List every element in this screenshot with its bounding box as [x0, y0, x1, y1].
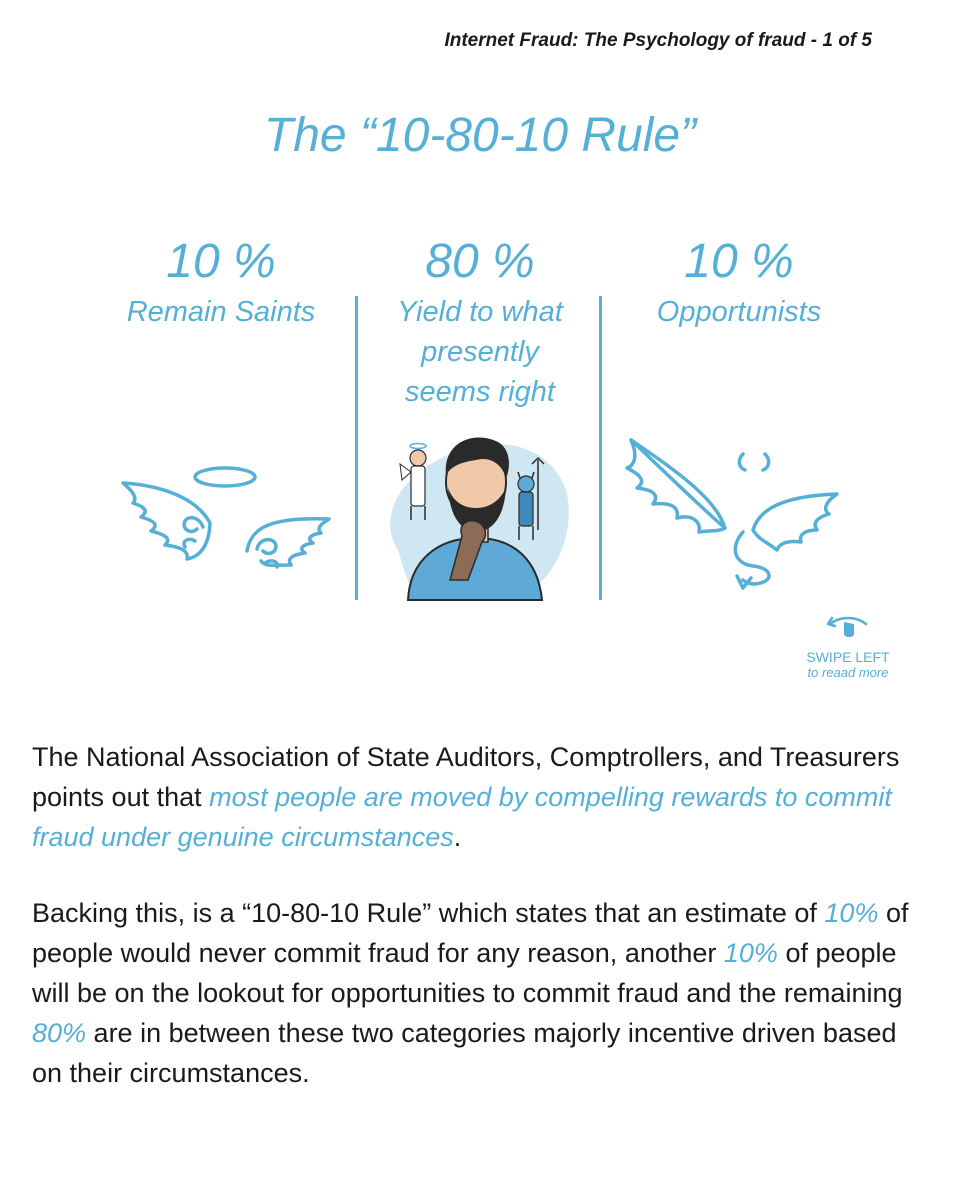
- highlight-10-percent-saints: 10%: [824, 898, 879, 928]
- label-saints: Remain Saints: [126, 296, 316, 328]
- paragraph-rule-part1: Backing this, is a “10-80-10 Rule” which states that an estimate of: [32, 898, 825, 928]
- paragraph-rule-part4: are in between these two categories majorly incentive driven based on their circumstances.: [32, 1018, 897, 1088]
- swipe-sublabel: to reaad more: [807, 665, 889, 680]
- swipe-hint: [788, 612, 908, 680]
- page-title: The “10-80-10 Rule”: [263, 109, 697, 162]
- page-header: Internet Fraud: The Psychology of fraud - 1 of 5: [444, 30, 872, 51]
- paragraph-intro: [32, 737, 912, 857]
- devil-wings-horns-tail-icon: [625, 432, 840, 592]
- percent-yield: 80 %: [425, 235, 535, 288]
- highlight-10-percent-opportunists: 10%: [723, 938, 778, 968]
- swipe-hand-icon: [820, 612, 876, 640]
- percent-saints: 10 %: [166, 235, 276, 288]
- column-opportunists: [619, 232, 859, 332]
- paragraph-rule-part3: of people will be on the lookout for opportunities to commit fraud and the remaining: [32, 938, 903, 1008]
- label-yield: Yield to what presently seems right: [397, 296, 563, 408]
- paragraph-intro-highlight: most people are moved by compelling rewards to commit fraud under genuine circumstances: [32, 782, 892, 852]
- column-divider-left: [355, 296, 358, 600]
- highlight-80-percent: 80%: [32, 1018, 87, 1048]
- percent-opportunists: 10 %: [684, 235, 794, 288]
- paragraph-rule-part2: of people would never commit fraud for any reason, another: [32, 898, 909, 968]
- paragraph-rule: [32, 893, 912, 1093]
- label-opportunists: Opportunists: [656, 296, 822, 328]
- column-yield: [360, 232, 600, 412]
- angel-wings-halo-icon: [115, 455, 335, 570]
- swipe-label: SWIPE LEFT: [806, 649, 890, 665]
- paragraph-intro-end: .: [453, 822, 462, 852]
- paragraph-intro-text: The National Association of State Auditors, Comptrollers, and Treasurers points out that: [32, 742, 900, 812]
- man-angel-devil-illustration: [378, 420, 573, 602]
- column-saints: [101, 232, 341, 332]
- column-divider-right: [599, 296, 602, 600]
